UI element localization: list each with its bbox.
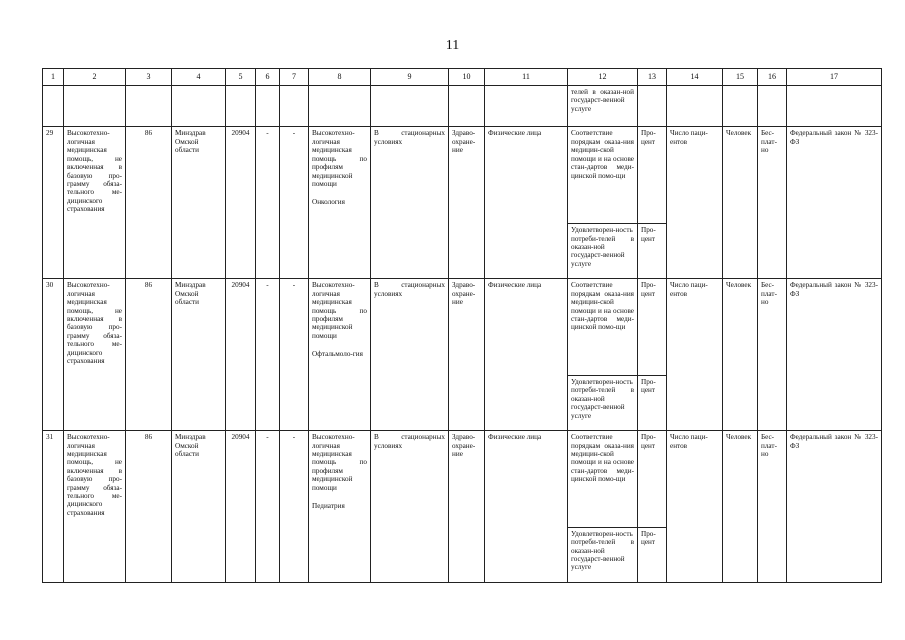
- payment-type: Бес-плат-но: [758, 127, 787, 279]
- column-number: 7: [280, 69, 309, 86]
- volume-unit: Человек: [723, 127, 758, 279]
- service-content: Высокотехно-логичная медицинская помощь по профилям медицинской помощи: [312, 433, 367, 492]
- column-6-value: -: [256, 127, 280, 279]
- column-7-value: -: [280, 127, 309, 279]
- quality-indicator: Соответствие порядкам оказа-ния медицин-ской помощи и на основе стан-дартов меди-цинской помо-щи: [568, 431, 638, 528]
- continued-indicator-text: телей в оказан-ной государст-венной услуге: [568, 85, 638, 127]
- volume-indicator: Число паци-ентов: [667, 279, 723, 431]
- volume-unit: Человек: [723, 279, 758, 431]
- services-table: [42, 68, 882, 583]
- column-number: 2: [64, 69, 126, 86]
- sector: Здраво-охране-ние: [449, 431, 485, 583]
- service-content: Высокотехно-логичная медицинская помощь по профилям медицинской помощи: [312, 129, 367, 188]
- service-name: Высокотехно-логичная медицинская помощь, не включенная в базовую про-грамму обяза-тельного ме-дицинского страхования: [64, 279, 126, 431]
- medical-profile: Онкология: [312, 198, 345, 207]
- column-number: 12: [568, 69, 638, 86]
- quality-unit: Про-цент: [638, 279, 667, 376]
- legal-basis: Федеральный закон № 323-ФЗ: [787, 279, 882, 431]
- column-number: 3: [126, 69, 172, 86]
- service-content-cell: [309, 431, 371, 583]
- authority: Минздрав Омской области: [172, 279, 226, 431]
- row-number: 30: [43, 279, 64, 431]
- medical-profile: Педиатрия: [312, 501, 345, 510]
- payment-type: Бес-плат-но: [758, 279, 787, 431]
- column-6-value: -: [256, 279, 280, 431]
- sector: Здраво-охране-ние: [449, 127, 485, 279]
- service-content-cell: [309, 127, 371, 279]
- quality-indicator: Удовлетворен-ность потреби-телей в оказан-ной государст-венной услуге: [568, 527, 638, 582]
- table-row: [43, 279, 882, 376]
- service-code: 20904: [226, 127, 256, 279]
- page-number: 11: [445, 38, 460, 53]
- service-conditions: В стационарных условиях: [371, 279, 449, 431]
- volume-indicator: Число паци-ентов: [667, 127, 723, 279]
- service-content: Высокотехно-логичная медицинская помощь по профилям медицинской помощи: [312, 281, 367, 340]
- volume-indicator: Число паци-ентов: [667, 431, 723, 583]
- table-row: [43, 127, 882, 224]
- service-code: 20904: [226, 431, 256, 583]
- quality-unit: Про-цент: [638, 527, 667, 582]
- medical-profile: Офтальмоло-гия: [312, 350, 363, 359]
- column-number: 9: [371, 69, 449, 86]
- consumers: Физические лица: [485, 431, 568, 583]
- column-3-value: 86: [126, 279, 172, 431]
- column-number: 4: [172, 69, 226, 86]
- column-3-value: 86: [126, 431, 172, 583]
- service-code: 20904: [226, 279, 256, 431]
- column-6-value: -: [256, 431, 280, 583]
- service-conditions: В стационарных условиях: [371, 431, 449, 583]
- column-number-row: [43, 69, 882, 86]
- quality-indicator: Соответствие порядкам оказа-ния медицин-ской помощи и на основе стан-дартов меди-цинской помо-щи: [568, 127, 638, 224]
- legal-basis: Федеральный закон № 323-ФЗ: [787, 431, 882, 583]
- quality-indicator: Удовлетворен-ность потреби-телей в оказан-ной государст-венной услуге: [568, 376, 638, 431]
- quality-indicator: Соответствие порядкам оказа-ния медицин-ской помощи и на основе стан-дартов меди-цинской помо-щи: [568, 279, 638, 376]
- column-number: 5: [226, 69, 256, 86]
- consumers: Физические лица: [485, 127, 568, 279]
- table-row: [43, 431, 882, 528]
- volume-unit: Человек: [723, 431, 758, 583]
- column-3-value: 86: [126, 127, 172, 279]
- quality-indicator: Удовлетворен-ность потреби-телей в оказан-ной государст-венной услуге: [568, 224, 638, 279]
- consumers: Физические лица: [485, 279, 568, 431]
- row-number: 29: [43, 127, 64, 279]
- column-number: 16: [758, 69, 787, 86]
- column-7-value: -: [280, 431, 309, 583]
- quality-unit: Про-цент: [638, 127, 667, 224]
- column-7-value: -: [280, 279, 309, 431]
- column-number: 11: [485, 69, 568, 86]
- column-number: 8: [309, 69, 371, 86]
- payment-type: Бес-плат-но: [758, 431, 787, 583]
- column-number: 6: [256, 69, 280, 86]
- quality-unit: Про-цент: [638, 431, 667, 528]
- column-number: 17: [787, 69, 882, 86]
- service-name: Высокотехно-логичная медицинская помощь, не включенная в базовую про-грамму обяза-тельного ме-дицинского страхования: [64, 127, 126, 279]
- service-name: Высокотехно-логичная медицинская помощь, не включенная в базовую про-грамму обяза-тельного ме-дицинского страхования: [64, 431, 126, 583]
- sector: Здраво-охране-ние: [449, 279, 485, 431]
- authority: Минздрав Омской области: [172, 431, 226, 583]
- service-conditions: В стационарных условиях: [371, 127, 449, 279]
- column-number: 10: [449, 69, 485, 86]
- column-number: 13: [638, 69, 667, 86]
- row-number: 31: [43, 431, 64, 583]
- column-number: 14: [667, 69, 723, 86]
- authority: Минздрав Омской области: [172, 127, 226, 279]
- continuation-row: [43, 85, 882, 127]
- column-number: 15: [723, 69, 758, 86]
- quality-unit: Про-цент: [638, 376, 667, 431]
- legal-basis: Федеральный закон № 323-ФЗ: [787, 127, 882, 279]
- service-content-cell: [309, 279, 371, 431]
- column-number: 1: [43, 69, 64, 86]
- quality-unit: Про-цент: [638, 224, 667, 279]
